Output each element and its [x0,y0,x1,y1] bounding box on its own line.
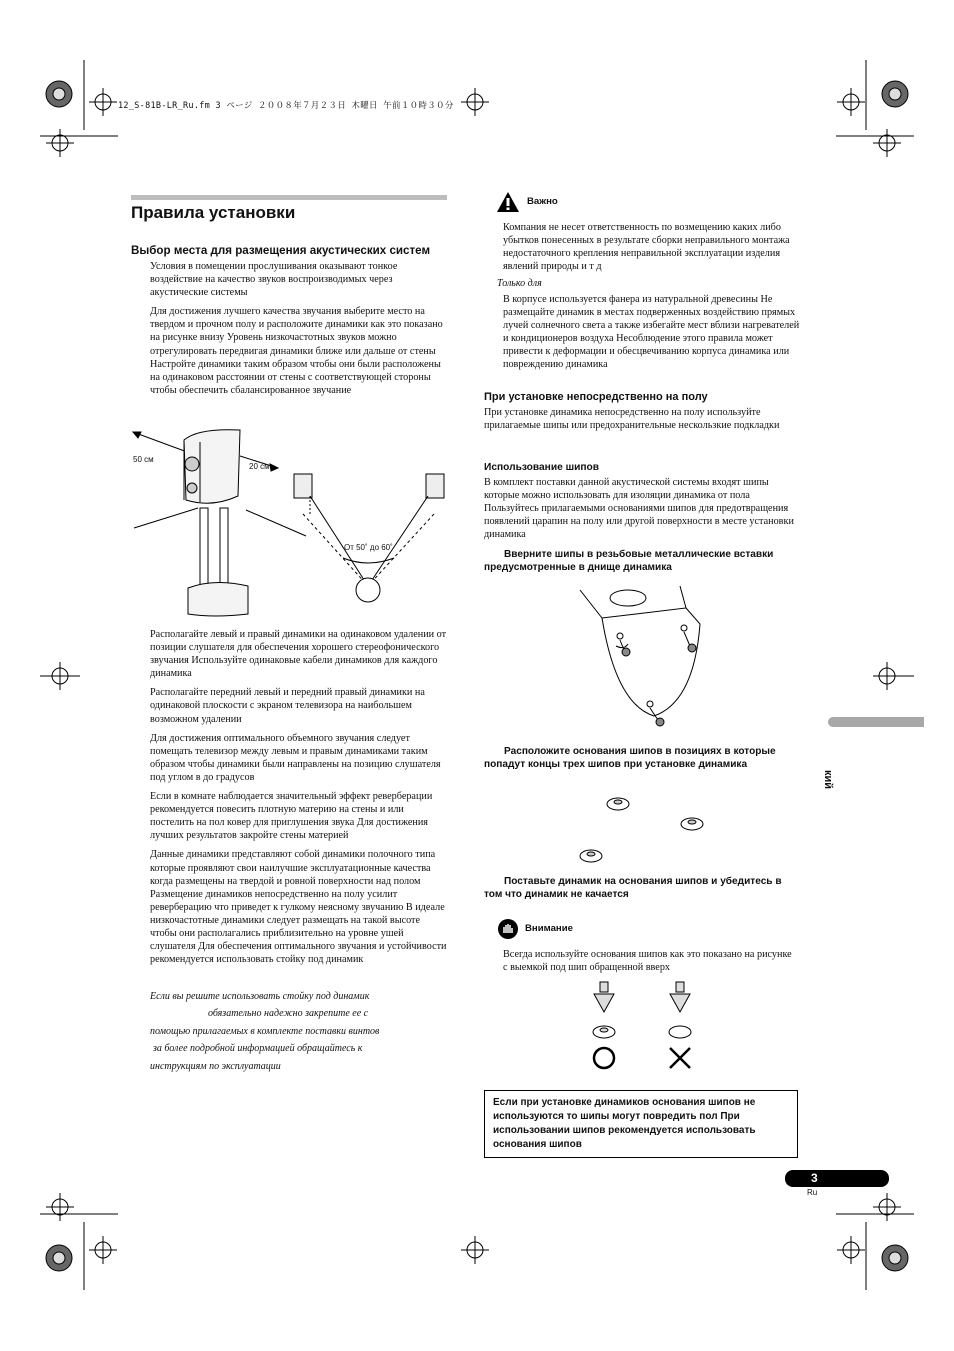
important-label: Важно [527,196,558,207]
page-title: Правила установки [131,203,296,222]
page-language: Ru [807,1188,818,1197]
spike-insertion-figure [576,584,726,734]
caution-paragraph: Всегда используйте основания шипов как это показано на рисунке с выемкой под шип обращенной вверх [503,949,792,974]
caution-label: Внимание [525,923,573,934]
only-for-note: Только для [497,278,542,289]
paragraph: Для достижения оптимального объемного звучания следует помещать телевизор между левым и правым динамиками таким образом чтобы динамики были направлены на позицию слушателя под углом в до градусов [150,732,441,783]
left-intro-block [150,260,448,403]
left-guidance-block [150,628,448,972]
spikes-heading: Использование шипов [484,462,599,473]
print-header: 12_S-81B-LR_Ru.fm 3 ページ ２００８年７月２３日 木曜日 午前１０時３０分 [118,101,454,111]
paragraph: Условия в помещении прослушивания оказывают тонкое воздействие на качество звуков воспроизводимых через акустические системы [150,261,398,299]
paragraph: Располагайте передний левый и передний правый динамики на одинаковой плоскости с экраном телевизора на наибольшем возможном удалении [150,687,425,725]
incorrect-icon [670,1048,690,1068]
spikes-paragraph: В комплект поставки данной акустической системы входят шипы которые можно использовать для изоляции динамика от пола Пользуйтесь прилагаемыми основаниями шипов для предотвращения появлений царапин на полу или другой поверхности в месте установки динамика [484,477,794,541]
paragraph: Располагайте левый и правый динамики на одинаковом удалении от позиции слушателя для обеспечения хорошего стереофонического звучания Используйте одинаковые кабели динамиков для каждого динамика [150,629,447,680]
note-line: Если вы решите использовать стойку под динамик [150,991,370,1002]
section-heading-placement: Выбор места для размещения акустических систем [131,244,431,257]
warning-box-text: Если при установке динамиков основания шипов не используются то шипы могут повредить пол При использовании шипов рекомендуется использовать основания шипов [493,1097,756,1150]
placement-figure [128,418,458,618]
figure-label-50cm: 50 см [133,455,154,464]
important-paragraph: Компания не несет ответственность по возмещению каких либо убытков понесенных в результате сборки неправильного монтажа недостаточного крепления неправильной эксплуатации изделия явлений природы и т д [503,222,790,273]
correct-icon [594,1048,614,1068]
note-line: инструкциям по эксплуатации [150,1060,281,1072]
paragraph: Для достижения лучшего качества звучания выберите место на твердом и прочном полу и расположите динамики как это показано на рисунке внизу Уровень низкочастотных звуков можно отрегулировать передвигая динамики ближе или дальше от стены Настройте динамики таким образом чтобы они были расположены на одинаковом расстоянии от стены с соответствующей стороны чтобы обеспечить сбалансированное звучание [150,306,443,396]
note-line: за более подробной информацией обращайтесь к [153,1043,363,1055]
warning-icon [497,192,519,212]
step-2: Расположите основания шипов в позициях в которые попадут концы трех шипов при установке динамика [484,746,776,770]
page-number-pill [785,1170,889,1187]
step-3: Поставьте динамик на основания шипов и убедитесь в том что динамик не качается [484,876,782,900]
floor-paragraph: При установке динамика непосредственно на полу используйте прилагаемые шипы или предохранительные нескользкие подкладки [484,407,780,432]
floor-heading: При установке непосредственно на полу [484,391,708,403]
step-1: Вверните шипы в резьбовые металлические вставки предусмотренные в днище динамика [484,549,774,573]
figure-label-20cm: 20 см [249,462,270,471]
page-number: 3 [811,1171,818,1185]
stand-note [150,988,448,1075]
spike-orientation-figure [588,982,708,1072]
side-language-label: кий [822,770,834,790]
paragraph: Если в комнате наблюдается значительный эффект реверберации рекомендуется повесить плотную материю на стены и или постелить на пол ковер для приглушения звука Для достижения лучших результатов закройте стены материей [150,791,433,842]
wood-paragraph: В корпусе используется фанера из натуральной древесины Не размещайте динамик в местах подверженных воздействию прямых лучей солнечного света а также избегайте мест вблизи нагревателей и кондиционеров воздуха Несоблюдение этого правила может привести к деформации и обесцвечиванию корпуса динамика или повреждению динамика [503,294,800,371]
warning-box [484,1090,798,1158]
paragraph: Данные динамики представляют собой динамики полочного типа которые проявляют свои наилучшие эксплуатационные качества когда размещены на твердой и ровной поверхности над полом Размещение динамиков непосредственно на полу усилит реверберацию что приведет к гулкому неясному звучанию В идеале низкочастотные динамики следует размещать на такой высоте чтобы они располагались приблизительно на уровне ушей слушателя Для обеспечения оптимального звучания и устойчивости рекомендуется использовать стойку под динамик [150,849,447,966]
note-line: обязательно надежно закрепите ее с [208,1008,369,1020]
figure-label-angle: От 50˚ до 60˚ [344,543,393,552]
caution-icon [498,919,518,939]
spike-bases-figure [578,796,708,866]
title-rule [131,195,447,200]
side-tab [828,717,924,727]
note-line: помощью прилагаемых в комплекте поставки винтов [150,1025,380,1037]
